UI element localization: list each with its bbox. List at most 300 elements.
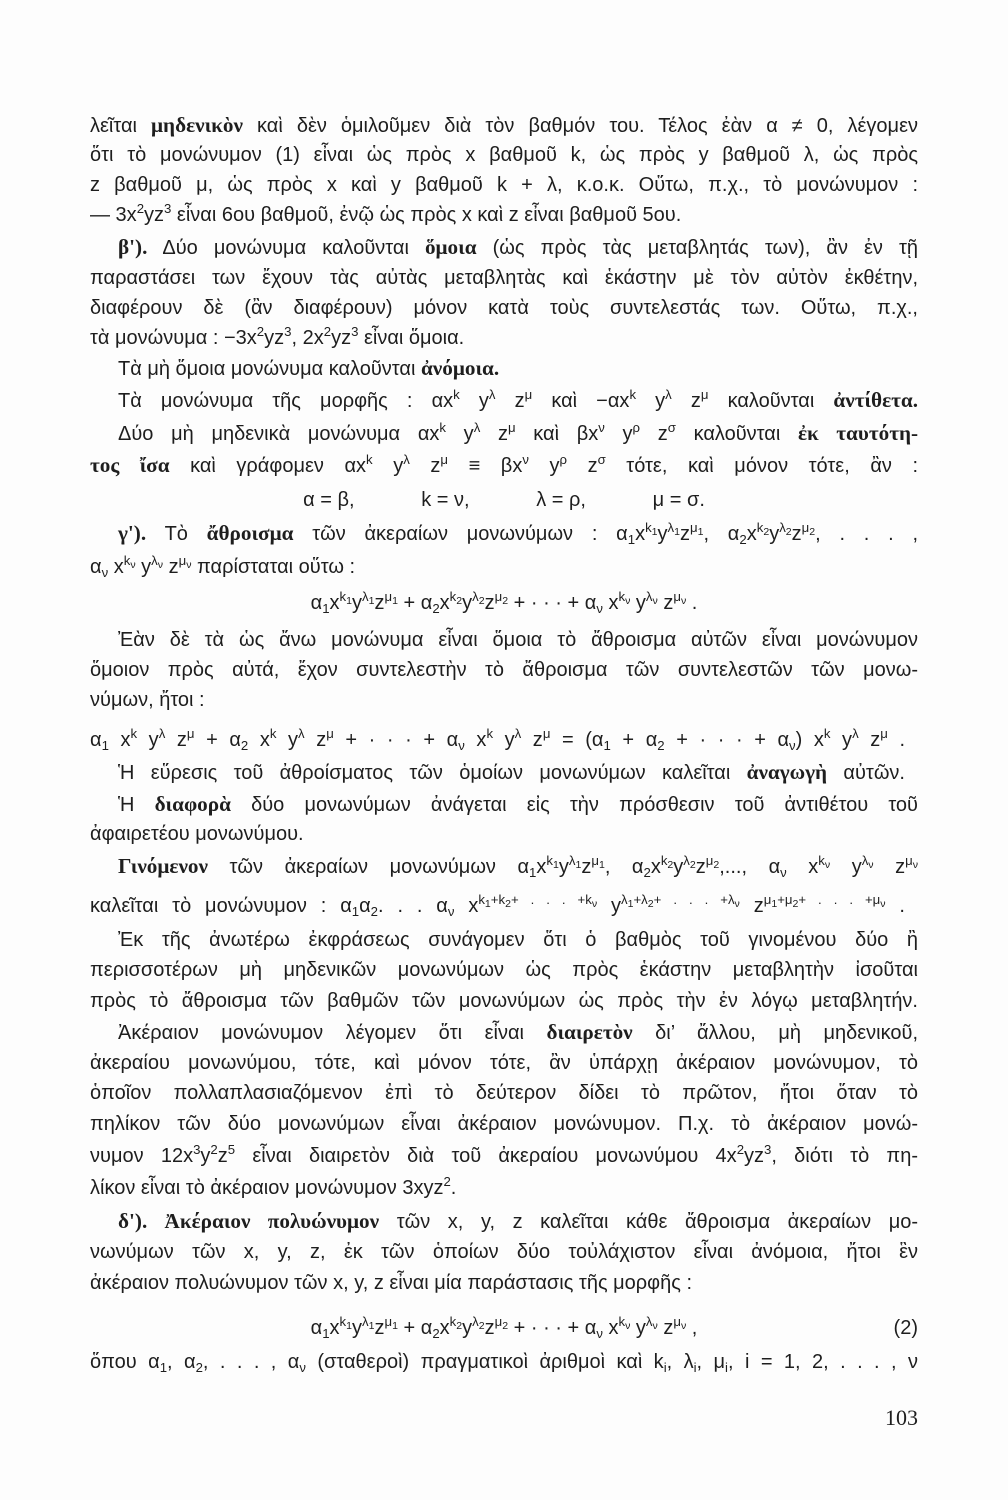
superscript: λ xyxy=(514,726,522,742)
text-run: δύο μονωνύμων ἀνάγεται εἰς τὴν πρόσθεσιν τοῦ ἀντιθέτου τοῦ xyxy=(230,794,918,816)
superscript xyxy=(667,520,680,539)
subscript: ν xyxy=(652,1320,658,1333)
bold-term: μηδενικὸν xyxy=(151,113,243,137)
subscript: 1 xyxy=(392,1320,398,1333)
text-run: Δύο μονώνυμα καλοῦνται xyxy=(147,237,425,259)
text-line xyxy=(90,819,918,849)
superscript: λ xyxy=(298,726,305,742)
text-run: , . . . , xyxy=(815,523,918,545)
subscript: ν xyxy=(458,738,465,754)
text-run: x xyxy=(635,523,646,545)
text-run: καὶ −αx xyxy=(532,390,630,412)
text-run: k xyxy=(618,589,626,605)
text-line xyxy=(118,385,918,415)
text-run: λ xyxy=(621,892,628,908)
superscript: λ xyxy=(488,387,496,403)
superscript: μ xyxy=(700,387,709,403)
text-run: διαφέρουν δὲ (ἂν διαφέρουν) μόνον κατὰ τοὺς συντελεστάς των. Οὕτω, π.χ., xyxy=(90,297,918,319)
text-run: . xyxy=(887,729,906,751)
text-run: y xyxy=(558,856,569,878)
superscript xyxy=(494,589,509,608)
superscript: ν xyxy=(522,452,529,468)
text-run: z xyxy=(581,856,592,878)
subscript: ν xyxy=(780,865,787,881)
text-run: y xyxy=(135,556,152,578)
superscript xyxy=(645,1314,658,1333)
superscript: 2 xyxy=(210,1142,218,1158)
text-run: x xyxy=(786,856,819,878)
superscript: 3 xyxy=(284,324,292,340)
superscript xyxy=(818,853,831,872)
text-run: ὅμοιον πρὸς αὐτά, ἔχον συντελεστὴν τὸ ἄθροισμα τῶν συντελεστῶν τῶν μονω- xyxy=(90,659,918,681)
text-run: k xyxy=(123,553,131,569)
text-run: , . . . , α xyxy=(202,1351,300,1373)
bold-term: ἐκ ταυτότη- xyxy=(798,421,919,445)
subscript: 2 xyxy=(792,898,799,911)
superscript: λ xyxy=(665,387,672,403)
section-beta-line xyxy=(118,232,918,262)
subscript: 2 xyxy=(478,595,485,608)
subscript: 1 xyxy=(368,595,375,608)
text-run: λ xyxy=(645,1314,653,1330)
text-run: λ xyxy=(779,520,786,536)
superscript: μ xyxy=(524,387,533,403)
text-run: z xyxy=(657,592,674,614)
subscript: 2 xyxy=(713,859,720,872)
text-run: καλεῖται τὸ μονώνυμον : α xyxy=(90,895,352,917)
superscript xyxy=(384,589,398,608)
text-run: ≡ βx xyxy=(448,455,523,477)
subscript: 1 xyxy=(552,859,559,872)
text-line xyxy=(90,1268,918,1298)
text-run: νύμων, ἤτοι : xyxy=(90,689,205,711)
text-run: δι’ ἄλλου, μὴ μηδενικοῦ, xyxy=(632,1022,919,1044)
text-line xyxy=(90,1173,918,1203)
superscript: λ xyxy=(403,452,410,468)
bold-term: ἄθροισμα xyxy=(206,521,294,545)
text-line xyxy=(118,757,905,787)
text-run: , 2x xyxy=(291,327,324,349)
text-run: λ xyxy=(568,853,576,869)
text-run: Δύο μὴ μηδενικὰ μονώνυμα αx xyxy=(118,423,440,445)
superscript: 2 xyxy=(323,324,332,340)
text-run: + · · · + α xyxy=(664,729,790,751)
superscript xyxy=(472,589,485,608)
superscript xyxy=(178,553,192,572)
text-run: y xyxy=(830,729,853,751)
bold-term: τος ἴσα xyxy=(90,453,170,477)
text-run: Ἡ xyxy=(118,794,155,816)
text-line xyxy=(90,685,918,715)
subscript: ν xyxy=(299,1360,306,1376)
text-run: , λ xyxy=(666,1351,694,1373)
subscript: 2 xyxy=(478,1320,485,1333)
superscript: 3 xyxy=(193,1142,201,1158)
section-gamma-line xyxy=(118,518,918,548)
text-run: z xyxy=(304,729,327,751)
text-run: z xyxy=(480,423,508,445)
text-run: μ xyxy=(905,853,913,869)
text-run: z xyxy=(657,1317,674,1339)
text-run: (ὡς πρὸς τὰς μεταβλητάς των), ἂν ἐν τῇ xyxy=(476,237,918,259)
subscript: ν xyxy=(101,565,109,581)
text-run: λεῖται xyxy=(90,115,152,137)
text-run: z xyxy=(484,592,495,614)
superscript: k xyxy=(823,726,831,742)
subscript: i xyxy=(663,1360,667,1376)
superscript: 5 xyxy=(227,1142,236,1158)
subscript: ν xyxy=(625,1320,631,1333)
subscript: ν xyxy=(157,559,164,572)
text-run: y xyxy=(597,895,622,917)
superscript xyxy=(618,1314,631,1333)
text-run: Ἐὰν δὲ τὰ ὡς ἄνω μονώνυμα εἶναι ὅμοια τὸ ἄθροισμα αὐτῶν εἶναι μονώνυμον xyxy=(118,629,918,651)
superscript: ν xyxy=(598,420,605,436)
superscript: 2 xyxy=(443,1174,451,1190)
text-run: y xyxy=(462,1317,473,1339)
equation-line xyxy=(90,1313,918,1343)
superscript xyxy=(645,589,658,608)
text-run: k xyxy=(449,589,457,605)
subscript: 2 xyxy=(456,595,463,608)
text-run: z xyxy=(374,592,385,614)
text-run: ἀφαιρετέου μονωνύμου. xyxy=(90,823,304,845)
text-run: καὶ γράφομεν αx xyxy=(169,455,367,477)
text-line xyxy=(118,625,918,655)
text-run: πρὸς τὸ ἄθροισμα τῶν βαθμῶν τῶν μονωνύμων ὡς πρὸς τὴν ἐν λόγῳ μεταβλητήν. xyxy=(90,990,918,1012)
subscript: 1 xyxy=(368,1320,375,1333)
text-run: , μ xyxy=(696,1351,726,1373)
text-run: z βαθμοῦ μ, ὡς πρὸς x καὶ y βαθμοῦ k + λ, κ.ο.κ. Οὕτω, π.χ., τὸ μονώνυμον : xyxy=(90,174,918,196)
text-run: α xyxy=(359,895,371,917)
text-run: z xyxy=(695,856,706,878)
text-run: μ xyxy=(801,520,810,536)
text-run: z xyxy=(640,423,668,445)
superscript xyxy=(339,589,352,608)
subscript: 1 xyxy=(697,526,704,539)
superscript: 3 xyxy=(764,1142,772,1158)
text-run: + α xyxy=(397,1317,433,1339)
superscript xyxy=(472,1314,485,1333)
bold-term: διαφορὰ xyxy=(154,792,231,816)
text-run: λ xyxy=(151,553,158,569)
text-run: . xyxy=(686,592,698,614)
text-run: + . . . +μ xyxy=(798,892,881,908)
text-run: x xyxy=(650,856,661,878)
subscript: 2 xyxy=(502,1320,509,1333)
text-run: τῶν ἀκεραίων μονωνύμων α xyxy=(207,856,530,878)
text-run: z xyxy=(484,1317,495,1339)
text-run: y xyxy=(830,856,862,878)
superscript xyxy=(494,1314,509,1333)
superscript: μ xyxy=(542,726,551,742)
text-run: k xyxy=(339,1314,347,1330)
bold-term: γ'). xyxy=(118,521,147,545)
superscript: 3 xyxy=(351,324,359,340)
subscript: 2 xyxy=(456,1320,463,1333)
superscript xyxy=(673,1314,687,1333)
subscript: ν xyxy=(130,559,136,572)
text-run: ὅτι τὸ μονώνυμον (1) εἶναι ὡς πρὸς x βαθμοῦ k, ὡς πρὸς y βαθμοῦ λ, ὡς πρὸς xyxy=(90,144,918,166)
text-run: Ἀκέραιον μονώνυμον λέγομεν ὅτι εἶναι xyxy=(118,1022,547,1044)
text-run: k xyxy=(449,1314,457,1330)
superscript: ρ xyxy=(559,452,567,468)
text-run: + · · · + α xyxy=(508,592,597,614)
superscript: k xyxy=(453,387,460,403)
text-run: z xyxy=(165,729,187,751)
superscript: μ xyxy=(326,726,334,742)
text-run: x xyxy=(602,1317,619,1339)
bold-term: ἀνόμοια. xyxy=(420,356,500,380)
text-run: α xyxy=(90,556,102,578)
superscript: μ xyxy=(440,452,448,468)
text-run: λ xyxy=(472,1314,479,1330)
subscript: 2 xyxy=(432,601,440,617)
text-run: Ἐκ τῆς ἀνωτέρω ἐκφράσεως συνάγομεν ὅτι ὁ βαθμὸς τοῦ γινομένου δύο ἢ xyxy=(118,929,918,951)
equation-line xyxy=(90,725,905,755)
subscript: ν xyxy=(824,859,831,872)
subscript: ν xyxy=(186,559,192,572)
text-run: . xyxy=(885,895,905,917)
superscript: σ xyxy=(667,420,676,436)
text-run: = (α xyxy=(550,729,604,751)
subscript: 1 xyxy=(346,1320,352,1333)
text-run: μ xyxy=(673,589,681,605)
subscript: ν xyxy=(596,601,603,617)
subscript: ν xyxy=(596,1326,603,1342)
text-run: τῶν ἀκεραίων μονωνύμων : α xyxy=(293,523,628,545)
superscript: λ xyxy=(473,420,481,436)
text-line xyxy=(90,450,918,480)
subscript: 1 xyxy=(529,865,537,881)
text-run: k xyxy=(618,1314,626,1330)
subscript: 2 xyxy=(763,526,770,539)
text-run: νωνύμων τῶν x, y, z, ἐκ τῶν ὁποίων δύο τοὐλάχιστον εἶναι ἀνόμοια, ἤτοι ἓν xyxy=(90,1241,918,1263)
superscript xyxy=(449,1314,463,1333)
text-line xyxy=(90,891,905,921)
text-run: καὶ βx xyxy=(515,423,599,445)
text-run: πηλίκον τῶν δύο μονωνύμων εἶναι ἀκέραιον μονώνυμον. Π.χ. τὸ ἀκέραιον μονώ- xyxy=(90,1113,918,1135)
text-run: , xyxy=(686,1317,698,1339)
subscript: 2 xyxy=(370,904,379,920)
superscript: k xyxy=(366,452,373,468)
subscript: 2 xyxy=(240,738,249,754)
superscript xyxy=(705,853,720,872)
bold-term: β'). xyxy=(118,235,148,259)
text-run: + . . . +k xyxy=(510,892,592,908)
subscript: 1 xyxy=(603,738,611,754)
section-delta-line xyxy=(118,1206,918,1236)
text-run: περισσοτέρων μὴ μηδενικῶν μονωνύμων ὡς πρὸς ἑκάστην μεταβλητὴν ἰσοῦται xyxy=(90,959,918,981)
text-line xyxy=(118,353,918,383)
text-run: x xyxy=(464,729,487,751)
superscript xyxy=(568,853,582,872)
text-run: + α xyxy=(194,729,241,751)
text-run: z xyxy=(858,729,881,751)
text-run: k xyxy=(818,853,825,869)
superscript: k xyxy=(486,726,494,742)
subscript: ν xyxy=(591,898,598,911)
text-run: k xyxy=(756,520,764,536)
subscript: ν xyxy=(652,595,658,608)
superscript: 2 xyxy=(256,324,265,340)
text-run: α = β, k = ν, λ = ρ, μ = σ. xyxy=(303,489,705,511)
text-run: μ xyxy=(673,1314,681,1330)
text-line xyxy=(118,418,918,448)
text-run: λ xyxy=(683,853,690,869)
subscript: ν xyxy=(789,738,796,754)
subscript: 2 xyxy=(647,898,654,911)
text-run: μ xyxy=(690,520,698,536)
superscript xyxy=(478,892,598,911)
text-run: z xyxy=(163,556,179,578)
text-run: z xyxy=(217,1145,228,1167)
text-run: + · · · + α xyxy=(508,1317,597,1339)
text-line xyxy=(90,110,918,140)
text-run: y xyxy=(200,1145,211,1167)
text-run: ὅπου α xyxy=(90,1351,160,1373)
text-run: z xyxy=(521,729,543,751)
superscript: μ xyxy=(507,420,516,436)
text-run: y xyxy=(445,423,474,445)
text-run: z xyxy=(495,390,525,412)
superscript: σ xyxy=(597,452,606,468)
text-run: λ xyxy=(645,589,653,605)
text-run: x xyxy=(439,592,450,614)
bold-term: ἀντίθετα. xyxy=(833,388,919,412)
text-run: , α xyxy=(604,856,644,878)
text-run: y xyxy=(137,729,159,751)
text-run: εἶναι 6ου βαθμοῦ, ἐνῷ ὡς πρὸς x καὶ z εἶναι βαθμοῦ 5ου. xyxy=(171,204,682,226)
text-line xyxy=(90,655,918,685)
subscript: 1 xyxy=(627,898,634,911)
subscript: 2 xyxy=(785,526,792,539)
text-run: . xyxy=(450,1177,457,1199)
subscript: 2 xyxy=(502,595,509,608)
text-run: . . . α xyxy=(378,895,448,917)
equation-line xyxy=(90,485,918,515)
subscript: 2 xyxy=(643,865,651,881)
text-line xyxy=(90,200,918,230)
superscript xyxy=(123,553,136,572)
superscript: k xyxy=(130,726,138,742)
subscript: ν xyxy=(447,904,455,920)
text-run: z xyxy=(409,455,441,477)
text-run: α xyxy=(90,729,102,751)
text-run: τὰ μονώνυμα : −3x xyxy=(90,327,257,349)
text-run: μ xyxy=(705,853,714,869)
subscript: ν xyxy=(625,595,631,608)
subscript: 2 xyxy=(689,859,696,872)
text-run: k xyxy=(478,892,485,908)
superscript xyxy=(645,520,658,539)
subscript: 1 xyxy=(771,898,778,911)
text-line xyxy=(90,1078,918,1108)
text-run: ὁποῖον πολλαπλασιαζόμενον ἐπὶ τὸ δεύτερον δίδει τὸ πρῶτον, ἤτοι ὅταν τὸ xyxy=(90,1082,918,1104)
superscript xyxy=(339,1314,352,1333)
text-run: z xyxy=(791,523,802,545)
text-run: μ xyxy=(178,553,187,569)
text-line xyxy=(90,1237,918,1267)
subscript: 1 xyxy=(392,595,398,608)
text-run: μ xyxy=(384,1314,393,1330)
superscript xyxy=(660,853,674,872)
text-run: y xyxy=(769,523,780,545)
text-line xyxy=(90,1109,918,1139)
subscript: 1 xyxy=(351,904,360,920)
text-line xyxy=(90,1048,918,1078)
superscript: μ xyxy=(186,726,195,742)
text-run: k xyxy=(339,589,347,605)
text-run: παρίσταται οὕτω : xyxy=(191,556,356,578)
text-run: μ xyxy=(494,1314,503,1330)
text-run: x xyxy=(329,1317,340,1339)
text-run: μ xyxy=(591,853,599,869)
text-run: z xyxy=(739,895,764,917)
text-run: z xyxy=(873,856,906,878)
text-run: x xyxy=(746,523,757,545)
text-line xyxy=(118,789,918,819)
text-run: y xyxy=(372,455,404,477)
superscript xyxy=(546,853,559,872)
text-run: x xyxy=(329,592,340,614)
subscript: 2 xyxy=(739,532,747,548)
text-run: y xyxy=(630,592,646,614)
text-run: καὶ δὲν ὁμιλοῦμεν διὰ τὸν βαθμόν του. Τέλος ἐὰν α ≠ 0, λέγομεν xyxy=(242,115,918,137)
superscript xyxy=(151,553,164,572)
equation-number: (2) xyxy=(893,1317,918,1339)
text-run: z xyxy=(567,455,598,477)
text-run: Τὰ μονώνυμα τῆς μορφῆς : αx xyxy=(118,390,454,412)
superscript xyxy=(905,853,919,872)
text-line xyxy=(90,293,918,323)
text-run: μ xyxy=(763,892,772,908)
text-line xyxy=(90,140,918,170)
superscript xyxy=(591,853,605,872)
superscript xyxy=(683,853,696,872)
text-line xyxy=(90,263,918,293)
page-number: 103 xyxy=(885,1405,918,1430)
text-line xyxy=(90,986,918,1016)
text-line xyxy=(90,955,918,985)
text-run: +λ xyxy=(633,892,648,908)
text-run: yz xyxy=(744,1145,765,1167)
subscript: 1 xyxy=(651,526,658,539)
text-run: z xyxy=(671,390,701,412)
superscript: μ xyxy=(880,726,888,742)
text-run: νυμον 12x xyxy=(90,1145,194,1167)
text-run: λίκον εἶναι τὸ ἀκέραιον μονώνυμον 3xyz xyxy=(90,1177,444,1199)
text-run: α xyxy=(310,1317,323,1339)
bold-term: δ'). Ἀκέραιον πολυώνυμον xyxy=(118,1209,380,1233)
text-run: καλοῦνται xyxy=(675,423,798,445)
subscript: 1 xyxy=(346,595,352,608)
text-run: καλοῦνται xyxy=(708,390,834,412)
text-run: Τὸ xyxy=(146,523,207,545)
text-run: y xyxy=(459,390,489,412)
text-run: + α xyxy=(397,592,433,614)
text-run: λ xyxy=(362,589,369,605)
subscript: 2 xyxy=(667,859,674,872)
text-run: τότε, καὶ μόνον τότε, ἂν : xyxy=(605,455,919,477)
subscript: 1 xyxy=(322,1326,330,1342)
subscript: 2 xyxy=(195,1360,203,1376)
superscript xyxy=(362,1314,375,1333)
superscript: λ xyxy=(158,726,166,742)
text-run: y xyxy=(657,523,668,545)
bold-term: διαιρετὸν xyxy=(546,1020,633,1044)
superscript xyxy=(801,520,816,539)
